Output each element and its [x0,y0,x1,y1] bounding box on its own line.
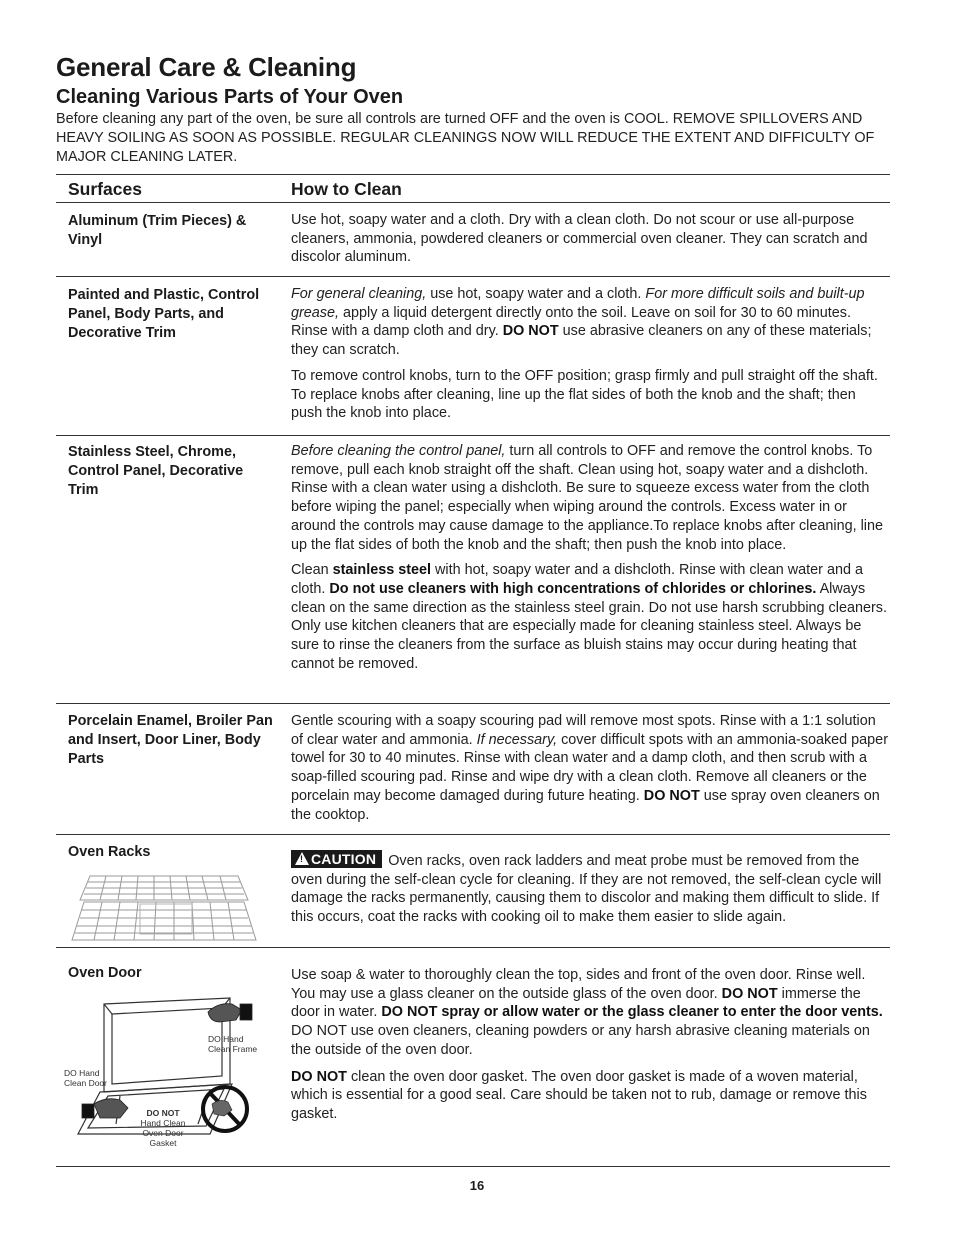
paragraph: DO NOT clean the oven door gasket. The oven door gasket is made of a woven material, which is essential for a good seal. Care should be taken not to rub, damage or remove this gasket. [291,1068,867,1122]
caution-badge: ! CAUTION [291,850,382,868]
surface-oven-racks: Oven Racks [68,844,151,860]
surface-oven-door: Oven Door [68,965,142,981]
surface-stainless-steel: Stainless Steel, Chrome, Control Panel, Decorative Trim [68,444,244,498]
paragraph: Before cleaning the control panel, turn all controls to OFF and remove the control knobs. To remove, pull each knob straight off the shaft. Clean using hot, soapy water and a dishcloth. Rinse with a clean water using a dishcloth. Be sure to squeeze excess water from the cloth before wiping the panel; especially when wiping around the controls. Excess water in or around the controls may cause damage to the appliance.To replace knobs after cleaning, line up the flat sides of both the knob and the shaft; then push the knob into place. [291,443,883,553]
oven-racks-illustration [62,858,262,948]
figure-label-gasket: DO NOT Hand Clean Oven Door Gasket [140,1108,186,1148]
row-rule [56,947,890,948]
paragraph: Use soap & water to thoroughly clean the top, sides and front of the oven door. Rinse well. You may use a glass cleaner on the outside glass of the oven door. DO NOT immerse the door in water. DO NOT spray or allow water or the glass cleaner to enter the door vents. DO NOT use oven cleaners, cleaning powders or any harsh abrasive cleaning materials on the outside of the oven door. [291,967,883,1058]
column-header-how-to-clean: How to Clean [291,179,402,199]
section-title: Cleaning Various Parts of Your Oven [56,86,404,108]
row-rule [56,276,890,277]
page-number: 16 [469,1178,485,1193]
figure-label-door: DO Hand Clean Door [64,1068,107,1088]
clean-aluminum: Use hot, soapy water and a cloth. Dry with a clean cloth. Do not scour or use all-purpose cleaners, ammonia, powdered cleaners or commercial oven cleaner. They can scratch and discolor aluminum. [291,212,868,266]
surface-painted-plastic: Painted and Plastic, Control Panel, Body Parts, and Decorative Trim [68,287,260,341]
intro-paragraph: Before cleaning any part of the oven, be sure all controls are turned OFF and the oven is COOL. REMOVE SPILLOVERS AND HEAVY SOILING AS SOON AS POSSIBLE. REGULAR CLEANINGS NOW WILL REDUCE THE EXTENT AND DIFFICULTY OF MAJOR CLEANING LATER. [56,111,875,165]
row-rule [56,834,890,835]
surface-aluminum: Aluminum (Trim Pieces) & Vinyl [68,213,247,248]
paragraph: Gentle scouring with a soapy scouring pad will remove most spots. Rinse with a 1:1 solution of clear water and ammonia. If necessary, cover difficult spots with an ammonia-soaked paper towel for 30 to 40 minutes. Rinse with clean water and a damp cloth, and then scrub with a soap-filled scouring pad. Rinse and wipe dry with a clean cloth. Remove all cleaners or the porcelain may become damaged during future heating. DO NOT use spray oven cleaners on the cooktop. [291,713,888,823]
column-header-surfaces: Surfaces [68,179,142,199]
paragraph: Clean stainless steel with hot, soapy water and a dishcloth. Rinse with clean water and a cloth. Do not use cleaners with high concentrations of chlorides or chlorines. Always clean on the same direction as the stainless steel grain. Do not use harsh scrubbing cleaners. Only use kitchen cleaners that are especially made for cleaning stainless steel. Always be sure to rinse the cleaners from the surface as bluish stains may occur during heating that cannot be removed. [291,562,887,672]
clean-oven-door [291,966,889,1124]
clean-stainless-steel [291,442,889,673]
header-rule [56,202,890,203]
clean-painted-plastic [291,285,889,423]
surface-porcelain-enamel: Porcelain Enamel, Broiler Pan and Insert, Door Liner, Body Parts [68,713,273,767]
paragraph: For general cleaning, use hot, soapy water and a cloth. For more difficult soils and built-up grease, apply a liquid detergent directly onto the soil. Leave on soil for 30 to 60 minutes. Rinse with a damp cloth and dry. DO NOT use abrasive cleaners on any of these materials; they can scratch. [291,286,872,359]
paragraph: To remove control knobs, turn to the OFF position; grasp firmly and pull straight off the shaft. To replace knobs after cleaning, line up the flat sides of both the knob and the shaft; then push the knob into place. [291,367,878,422]
row-rule [56,703,890,704]
page-title: General Care & Cleaning [56,52,357,82]
table-bottom-rule [56,1166,890,1167]
warning-icon: ! [295,852,309,865]
row-rule [56,435,890,436]
table-top-rule [56,174,890,175]
clean-porcelain-enamel [291,712,889,824]
clean-oven-racks: ! CAUTION Oven racks, oven rack ladders and meat probe must be removed from the oven during the self-clean cycle for cleaning. If they are not removed, the self-clean cycle will damage the racks permanently, causing them to discolor and making them difficult to slide. If this occurs, coat the racks with cooking oil to make them easier to slide again. [291,851,882,926]
figure-label-frame: DO Hand Clean Frame [208,1034,258,1054]
